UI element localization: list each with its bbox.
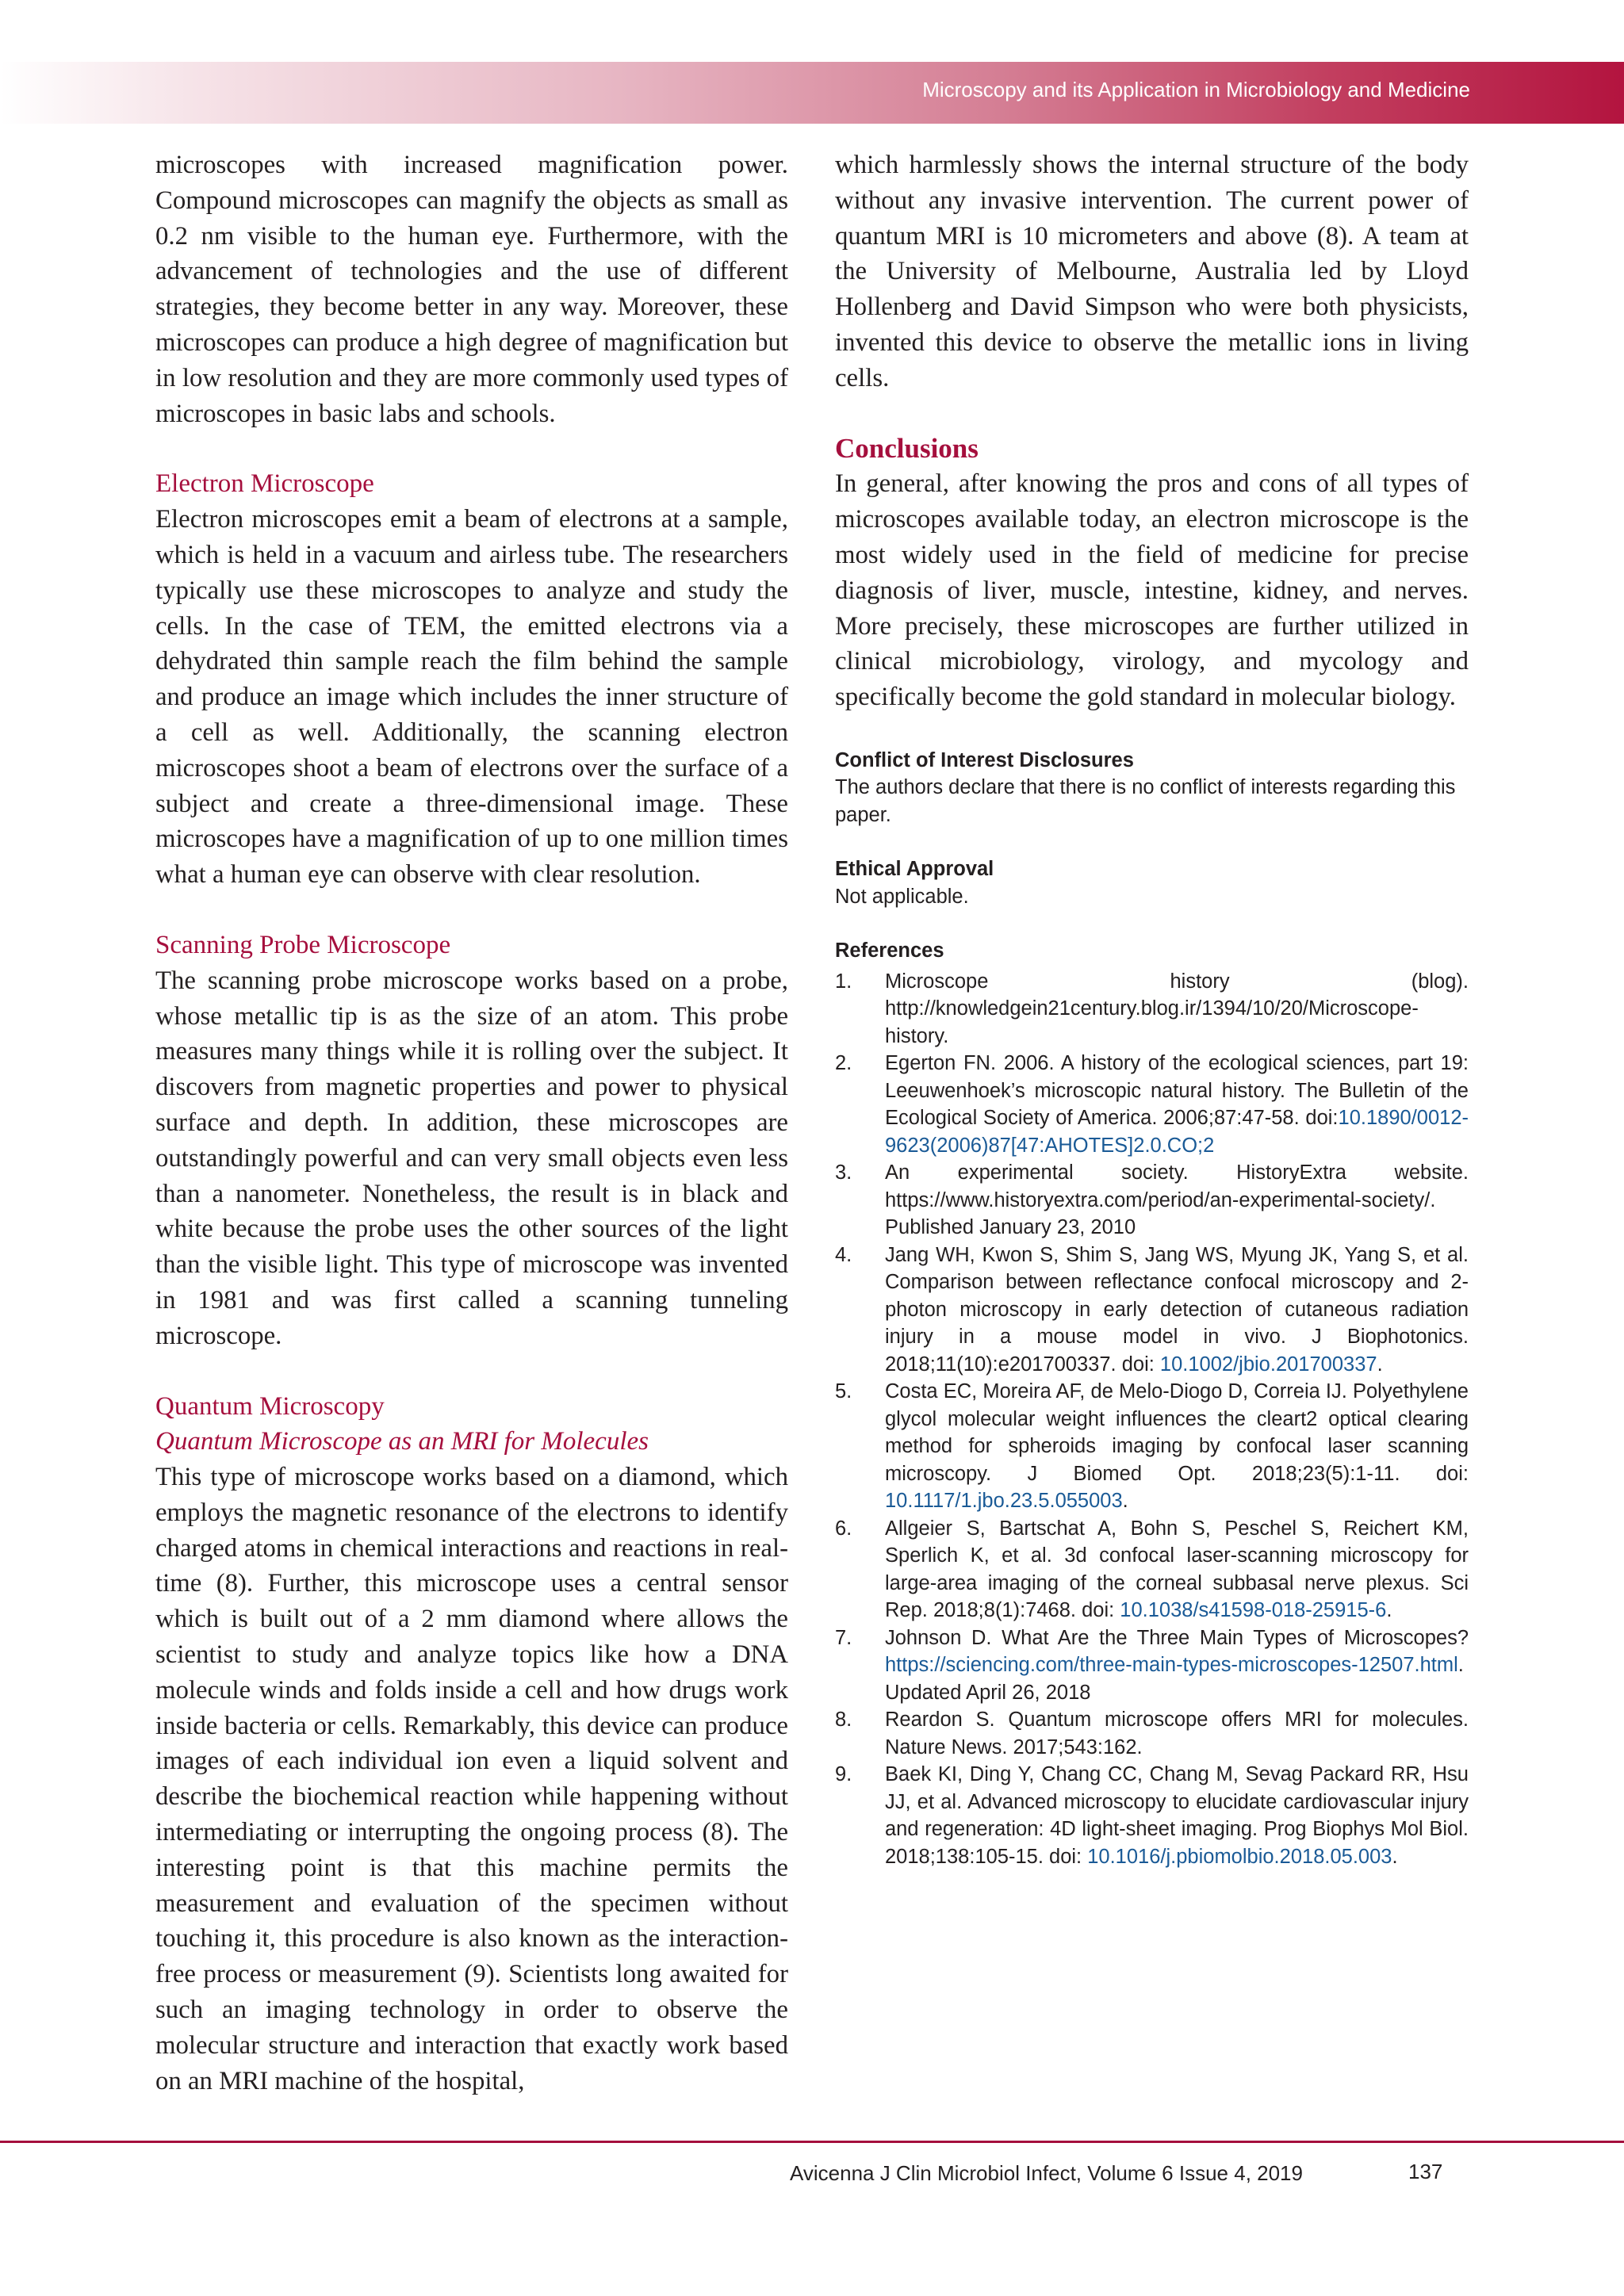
reference-text: Egerton FN. 2006. A history of the ecological sciences, part 19: Leeuwenhoek’s microscopic natural history. The Bulletin of the Ecological Society of America. 2006;87:47-58. doi: <box>885 1052 1469 1130</box>
reference-item <box>835 1761 1469 1870</box>
electron-microscope-text: Electron microscopes emit a beam of electrons at a sample, which is held in a vacuum and airless tube. The researchers typically use these microscopes to analyze and study the cells. In the case of TEM, the emitted electrons via a dehydrated thin sample reach the film behind the sample and produce an image which includes the inner structure of a cell as well. Additionally, the scanning electron microscopes shoot a beam of electrons over the surface of a subject and create a three-dimensional image. These microscopes have a magnification of up to one million times what a human eye can observe with clear resolution. <box>155 505 788 890</box>
reference-tail: . <box>1386 1599 1392 1622</box>
reference-doi-link[interactable]: 10.1038/s41598-018-25915-6 <box>1120 1599 1387 1622</box>
footer-rule <box>0 2141 1624 2143</box>
reference-number: 3. <box>835 1161 852 1184</box>
ethical-text: Not applicable. <box>835 885 969 908</box>
reference-item <box>835 1378 1469 1515</box>
conflict-text: The authors declare that there is no conflict of interests regarding this paper. <box>835 776 1456 826</box>
ethical-section <box>835 855 1469 910</box>
reference-tail: . <box>1377 1353 1383 1376</box>
reference-number: 5. <box>835 1380 852 1403</box>
reference-number: 1. <box>835 970 852 993</box>
reference-tail: . <box>1392 1845 1398 1868</box>
reference-text: Reardon S. Quantum microscope offers MRI for molecules. Nature News. 2017;543:162. <box>885 1709 1469 1758</box>
quantum-text: This type of microscope works based on a diamond, which employs the magnetic resonance of the electrons to identify charged atoms in chemical interactions and reactions in real-time (8). Further, this microscope uses a central sensor which is built out of a 2 mm diamond where allows the scientist to study and analyze topics like how a DNA molecule winds and folds inside a cell and how drugs work inside bacteria or cells. Remarkably, this device can produce images of each individual ion even a liquid solvent and describe the biochemical reaction while happening without intermediating or interrupting the ongoing process (8). The interesting point is that this machine permits the measurement and evaluation of the specimen without touching it, this procedure is also known as the interaction-free process or measurement (9). Scientists long awaited for such an imaging technology in order to observe the molecular structure and interaction that exactly work based on an MRI machine of the hospital, <box>155 1463 788 2095</box>
conclusions-text: In general, after knowing the pros and cons of all types of microscopes available today, an electron microscope is the most widely used in the field of medicine for precise diagnosis of liver, muscle, intestine, kidney, and nerves. More precisely, these microscopes are further utilized in clinical microbiology, virology, and mycology and specifically become the gold standard in molecular biology. <box>835 469 1469 712</box>
ethical-heading: Ethical Approval <box>835 858 994 881</box>
reference-number: 2. <box>835 1052 852 1075</box>
conflict-heading: Conflict of Interest Disclosures <box>835 748 1134 771</box>
reference-text: Allgeier S, Bartschat A, Bohn S, Peschel S, Reichert KM, Sperlich K, et al. 3d confocal laser-scanning microscopy for large-area imaging of the corneal subbasal nerve plexus. Sci Rep. 2018;8(1):7468. doi: <box>885 1517 1469 1622</box>
reference-item <box>835 1706 1469 1761</box>
reference-text: An experimental society. HistoryExtra website. https://www.historyextra.com/period/an-experimental-society/. Published January 23, 2010 <box>885 1161 1469 1239</box>
reference-text: Johnson D. What Are the Three Main Types of Microscopes? <box>885 1626 1469 1649</box>
intro-paragraph: microscopes with increased magnification power. Compound microscopes can magnify the objects as small as 0.2 nm visible to the human eye. Furthermore, with the advancement of technologies and the use of different strategies, they become better in any way. Moreover, these microscopes can produce a high degree of magnification but in low resolution and they are more commonly used types of microscopes in basic labs and schools. <box>155 151 788 428</box>
right-column <box>835 147 1469 1870</box>
reference-item <box>835 1050 1469 1159</box>
continued-paragraph: which harmlessly shows the internal structure of the body without any invasive intervention. The current power of quantum MRI is 10 micrometers and above (8). A team at the University of Melbourne, Australia led by Lloyd Hollenberg and David Simpson who were both physicists, invented this device to observe the metallic ions in living cells. <box>835 151 1469 392</box>
reference-text: Microscope history (blog). http://knowledgein21century.blog.ir/1394/10/20/Microscope-history. <box>885 970 1469 1047</box>
footer-journal: Avicenna J Clin Microbiol Infect, Volume 6 Issue 4, 2019 <box>790 2161 1303 2185</box>
reference-doi-link[interactable]: 10.1890/0012-9623(2006)87[47:AHOTES]2.0.CO;2 <box>885 1107 1469 1157</box>
reference-text: Baek KI, Ding Y, Chang CC, Chang M, Sevag Packard RR, Hsu JJ, et al. Advanced microscopy to elucidate cardiovascular injury and regeneration: 4D light-sheet imaging. Prog Biophys Mol Biol. 2018;138:105-15. doi: <box>885 1763 1469 1868</box>
running-title: Microscopy and its Application in Microbiology and Medicine <box>922 78 1470 101</box>
reference-text: Jang WH, Kwon S, Shim S, Jang WS, Myung JK, Yang S, et al. Comparison between reflectance confocal microscopy and 2-photon microscopy in early detection of cutaneous radiation injury in a mouse model in vivo. J Biophotonics. 2018;11(10):e201700337. doi: <box>885 1243 1469 1376</box>
reference-tail: . Updated April 26, 2018 <box>885 1654 1464 1704</box>
reference-doi-link[interactable]: 10.1117/1.jbo.23.5.055003 <box>885 1490 1123 1513</box>
page-number: 137 <box>1408 2160 1443 2183</box>
reference-item <box>835 1242 1469 1379</box>
reference-item <box>835 1515 1469 1624</box>
reference-text: Costa EC, Moreira AF, de Melo-Diogo D, Correia IJ. Polyethylene glycol molecular weight influences the cleart2 optical clearing method for spheroids imaging by confocal laser scanning microscopy. J Biomed Opt. 2018;23(5):1-11. doi: <box>885 1380 1469 1485</box>
reference-item <box>835 1624 1469 1707</box>
reference-number: 4. <box>835 1243 852 1266</box>
scanning-probe-text: The scanning probe microscope works based on a probe, whose metallic tip is as the size of an atom. This probe measures many things while it is rolling over the subject. It discovers from magnetic properties and power to physical surface and depth. In addition, these microscopes are outstandingly powerful and can very small objects even less than a nanometer. Nonetheless, the result is in black and white because the probe uses the other sources of the light than the visible light. This type of microscope was invented in 1981 and was first called a scanning tunneling microscope. <box>155 966 788 1350</box>
reference-doi-link[interactable]: 10.1016/j.pbiomolbio.2018.05.003 <box>1087 1845 1392 1868</box>
reference-number: 9. <box>835 1763 852 1786</box>
quantum-subheading: Quantum Microscope as an MRI for Molecules <box>155 1427 649 1456</box>
reference-item <box>835 968 1469 1050</box>
conflict-section <box>835 747 1469 829</box>
scanning-probe-heading: Scanning Probe Microscope <box>155 930 451 959</box>
reference-item <box>835 1159 1469 1242</box>
electron-microscope-heading: Electron Microscope <box>155 469 374 499</box>
left-column <box>155 147 788 2099</box>
reference-list <box>835 968 1469 1871</box>
references-section <box>835 937 1469 1870</box>
reference-number: 7. <box>835 1626 852 1649</box>
reference-url-link[interactable]: https://sciencing.com/three-main-types-microscopes-12507.html <box>885 1654 1458 1677</box>
reference-tail: . <box>1122 1490 1128 1513</box>
quantum-microscopy-heading: Quantum Microscopy <box>155 1391 385 1421</box>
reference-doi-link[interactable]: 10.1002/jbio.201700337 <box>1159 1353 1377 1376</box>
reference-number: 6. <box>835 1517 852 1540</box>
references-heading: References <box>835 939 944 962</box>
reference-number: 8. <box>835 1709 852 1732</box>
conclusions-heading: Conclusions <box>835 432 979 464</box>
